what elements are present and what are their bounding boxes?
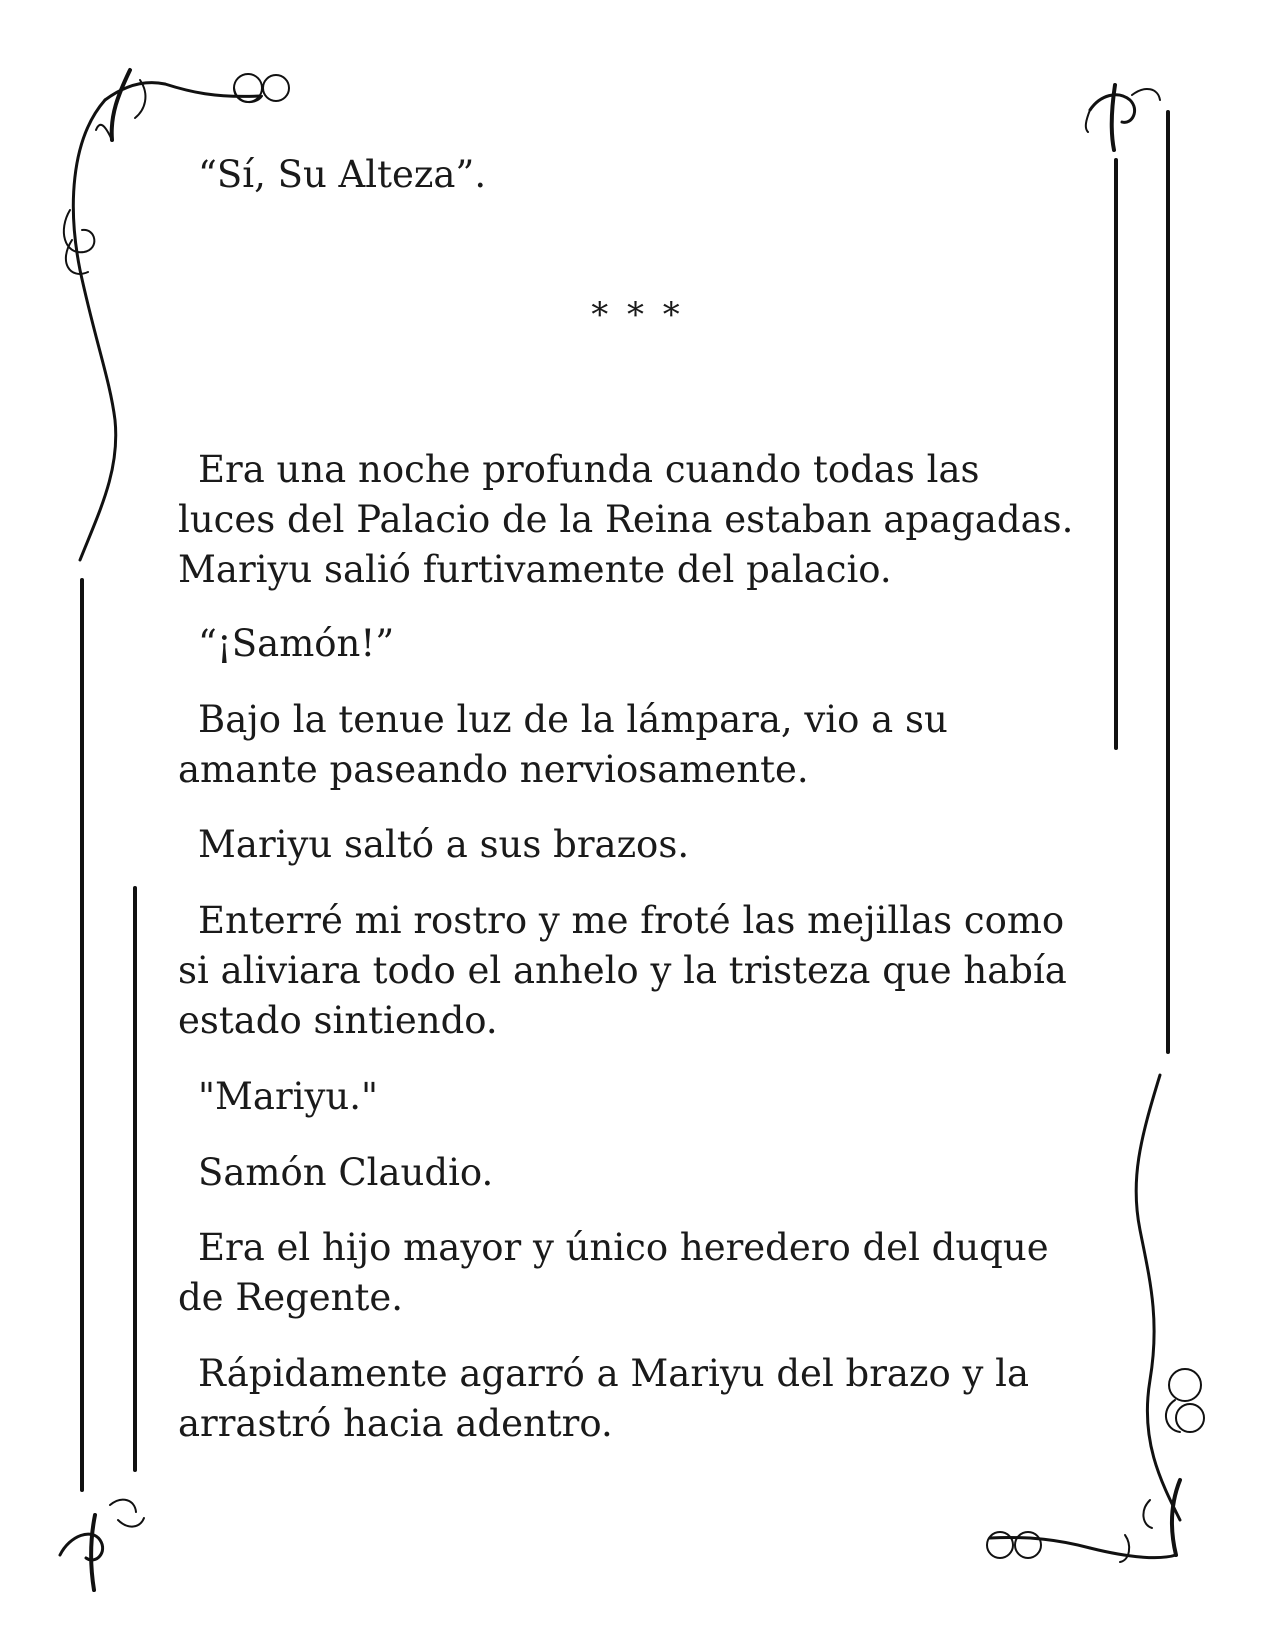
scene-break: * * * (591, 295, 684, 335)
paragraph-line: Era el hijo mayor y único heredero del duque (198, 1226, 1049, 1269)
paragraph-line: "Mariyu." (198, 1075, 378, 1118)
paragraph-line: arrastró hacia adentro. (178, 1402, 613, 1445)
paragraph-line: luces del Palacio de la Reina estaban apagadas. (178, 498, 1074, 541)
paragraph-line: Samón Claudio. (198, 1151, 494, 1194)
paragraph-line: si aliviara todo el anhelo y la tristeza que había (178, 949, 1067, 992)
paragraph-line: Bajo la tenue luz de la lámpara, vio a su (198, 698, 948, 741)
paragraph-line: Era una noche profunda cuando todas las (198, 448, 980, 491)
paragraph-line: Mariyu salió furtivamente del palacio. (178, 548, 892, 591)
paragraph-line: de Regente. (178, 1276, 404, 1319)
bottom-left-flourish (60, 1500, 144, 1590)
paragraph-line: amante paseando nerviosamente. (178, 748, 809, 791)
paragraph-line: Enterré mi rostro y me froté las mejillas como (198, 899, 1065, 942)
paragraph-line: estado sintiendo. (178, 999, 498, 1042)
paragraph-line: Mariyu saltó a sus brazos. (198, 823, 690, 866)
paragraph-line: “¡Samón!” (198, 622, 395, 665)
opening-line: “Sí, Su Alteza”. (198, 153, 487, 196)
paragraph-line: Rápidamente agarró a Mariyu del brazo y la (198, 1352, 1030, 1395)
